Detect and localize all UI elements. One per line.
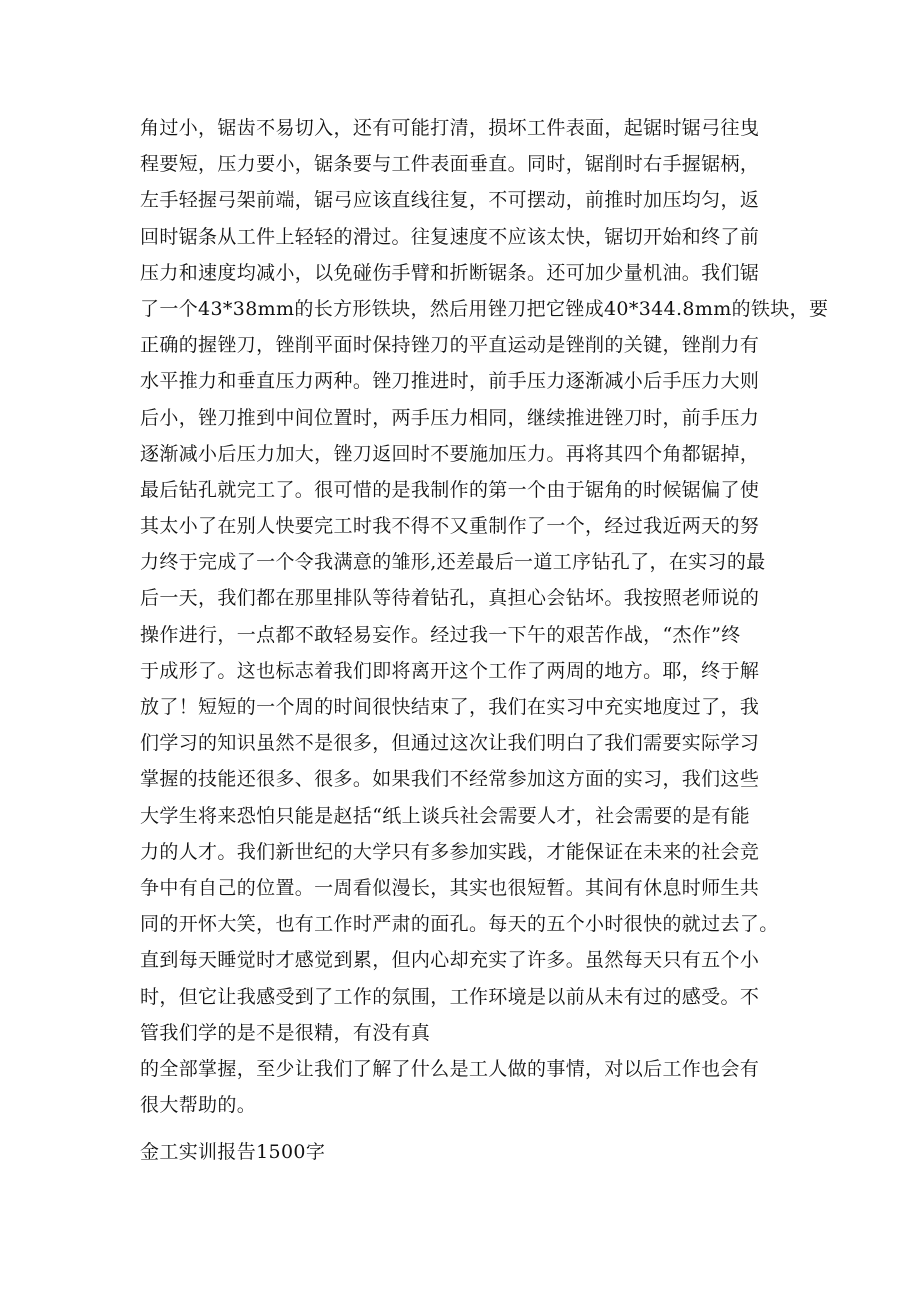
text-line: 操作进行，一点都不敢轻易妄作。经过我一下午的艰苦作战，“杰作”终 <box>140 623 741 646</box>
text-line: 时，但它让我感受到了工作的氛围，工作环境是以前从未有过的感受。不 <box>140 985 760 1008</box>
text-line: 于成形了。这也标志着我们即将离开这个工作了两周的地方。耶，终于解 <box>140 659 760 682</box>
text-line: 争中有自己的位置。一周看似漫长，其实也很短暂。其间有休息时师生共 <box>140 876 760 899</box>
text-line: 其太小了在别人快要完工时我不得不又重制作了一个，经过我近两天的努 <box>140 515 760 538</box>
text-line: 管我们学的是不是很精，有没有真 <box>140 1021 431 1044</box>
text-line: 大学生将来恐怕只能是赵括“纸上谈兵社会需要人才，社会需要的是有能 <box>140 804 750 827</box>
text-line: 最后钻孔就完工了。很可惜的是我制作的第一个由于锯角的时候锯偏了使 <box>140 478 760 501</box>
text-line: 力终于完成了一个令我满意的雏形,还差最后一道工序钻孔了，在实习的最 <box>140 551 766 574</box>
section-heading: 金工实训报告1500字 <box>140 1141 326 1163</box>
text-line: 很大帮助的。 <box>140 1094 257 1117</box>
text-line: 掌握的技能还很多、很多。如果我们不经常参加这方面的实习，我们这些 <box>140 768 760 791</box>
text-line: 后一天，我们都在那里排队等待着钻孔，真担心会钻坏。我按照老师说的 <box>140 587 760 610</box>
text-line: 回时锯条从工件上轻轻的滑过。往复速度不应该太快，锯切开始和终了前 <box>140 225 760 248</box>
body-text <box>140 110 829 1123</box>
text-line: 们学习的知识虽然不是很多，但通过这次让我们明白了我们需要实际学习 <box>140 732 760 755</box>
text-line: 力的人才。我们新世纪的大学只有多参加实践，才能保证在未来的社会竞 <box>140 840 760 863</box>
text-line: 的全部掌握，至少让我们了解了什么是工人做的事情，对以后工作也会有 <box>140 1057 760 1080</box>
text-line: 直到每天睡觉时才感觉到累，但内心却充实了许多。虽然每天只有五个小 <box>140 949 760 972</box>
text-line: 同的开怀大笑，也有工作时严肃的面孔。每天的五个小时很快的就过去了。 <box>140 913 779 936</box>
text-line: 逐渐减小后压力加大，锉刀返回时不要施加压力。再将其四个角都锯掉， <box>140 442 760 465</box>
text-line: 放了！短短的一个周的时间很快结束了，我们在实习中充实地度过了，我 <box>140 696 760 718</box>
text-line: 角过小，锯齿不易切入，还有可能打清，损坏工件表面，起锯时锯弓往曳 <box>140 117 760 139</box>
text-line: 了一个43*38mm的长方形铁块，然后用锉刀把它锉成40*344.8mm的铁块，要 <box>140 297 829 320</box>
text-line: 程要短，压力要小，锯条要与工件表面垂直。同时，锯削时右手握锯柄， <box>140 153 760 176</box>
text-line: 正确的握锉刀，锉削平面时保持锉刀的平直运动是锉削的关键，锉削力有 <box>140 334 760 357</box>
text-line: 左手轻握弓架前端，锯弓应该直线往复，不可摆动，前推时加压均匀，返 <box>140 189 760 212</box>
text-line: 后小，锉刀推到中间位置时，两手压力相同，继续推进锉刀时，前手压力 <box>140 406 760 429</box>
text-line: 水平推力和垂直压力两种。锉刀推进时，前手压力逐渐减小后手压力大则 <box>140 370 760 393</box>
text-line: 压力和速度均减小，以免碰伤手臂和折断锯条。还可加少量机油。我们锯 <box>140 261 760 284</box>
